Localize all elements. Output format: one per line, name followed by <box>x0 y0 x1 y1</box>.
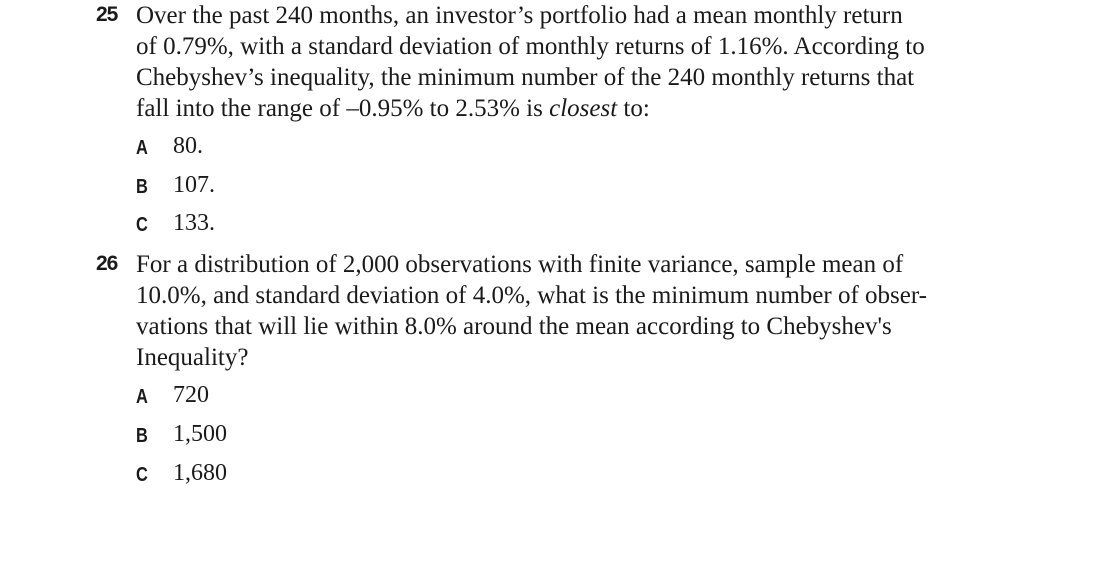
option-text: 80. <box>173 133 203 159</box>
question-stem <box>136 249 976 373</box>
option-text: 1,680 <box>173 460 227 486</box>
stem-emphasis: closest <box>549 95 618 122</box>
stem-line: Inequality? <box>136 344 249 371</box>
option-letter: C <box>136 214 148 236</box>
option-text: 107. <box>173 172 215 198</box>
option-letter: B <box>136 425 148 447</box>
stem-text: to: <box>617 95 650 122</box>
stem-line: For a distribution of 2,000 observations with finite variance, sample mean of <box>136 251 904 278</box>
question-number: 25 <box>96 3 118 26</box>
question-stem <box>136 0 976 124</box>
stem-text: fall into the range of –0.95% to 2.53% is <box>136 95 550 122</box>
stem-line-last <box>136 93 976 124</box>
option-letter: C <box>136 464 148 486</box>
option-letter: B <box>136 176 148 198</box>
stem-line: Chebyshev’s inequality, the minimum number of the 240 monthly returns that <box>136 64 915 91</box>
option-text: 720 <box>173 382 209 408</box>
option-letter: A <box>136 137 148 159</box>
stem-line: of 0.79%, with a standard deviation of monthly returns of 1.16%. According to <box>136 33 925 60</box>
option-text: 1,500 <box>173 421 227 447</box>
stem-line: 10.0%, and standard deviation of 4.0%, what is the minimum number of obser- <box>136 282 928 309</box>
stem-line: vations that will lie within 8.0% around the mean according to Chebyshev's <box>136 313 892 340</box>
stem-line: Over the past 240 months, an investor’s portfolio had a mean monthly return <box>136 2 903 29</box>
option-letter: A <box>136 386 148 408</box>
question-number: 26 <box>96 252 118 275</box>
option-text: 133. <box>173 210 215 236</box>
